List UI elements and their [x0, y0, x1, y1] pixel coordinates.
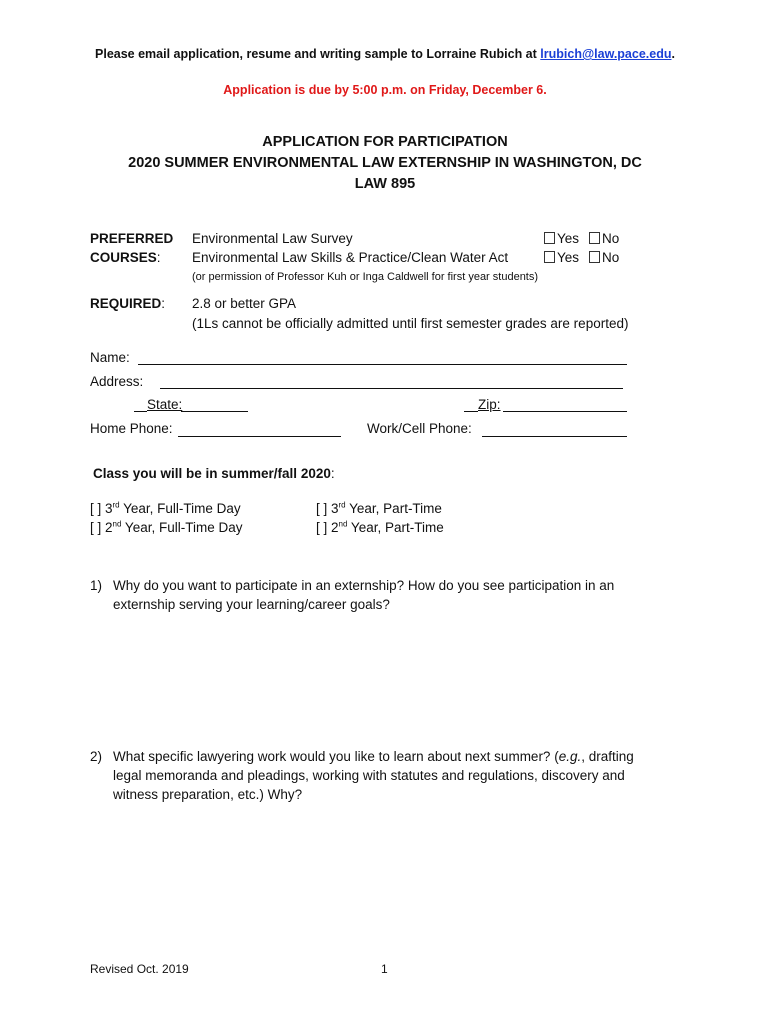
yes-label: Yes: [557, 250, 580, 265]
class-option-prefix: [ ] 2: [90, 520, 113, 535]
required-label-text: REQUIRED: [90, 296, 162, 311]
course-no-option[interactable]: [589, 250, 619, 265]
class-option-prefix: [ ] 2: [316, 520, 339, 535]
form-title: APPLICATION FOR PARTICIPATION: [262, 134, 508, 150]
checkbox-icon[interactable]: [589, 251, 600, 263]
due-date-notice: Application is due by 5:00 p.m. on Friday, December 6.: [223, 83, 547, 97]
courses-label-text: COURSES: [90, 250, 157, 265]
class-option-text: Year, Full-Time Day: [119, 501, 241, 516]
class-option-prefix: [ ] 3: [90, 501, 113, 516]
answer-area-1[interactable]: [90, 620, 650, 740]
email-link[interactable]: lrubich@law.pace.edu: [540, 47, 672, 61]
city-field[interactable]: [134, 411, 147, 412]
revision-date: Revised Oct. 2019: [90, 962, 189, 976]
class-section-title: [93, 466, 335, 481]
form-subtitle: 2020 SUMMER ENVIRONMENTAL LAW EXTERNSHIP IN WASHINGTON, DC: [128, 155, 642, 171]
class-option[interactable]: [316, 520, 444, 535]
preferred-label: PREFERRED: [90, 231, 174, 246]
question-1: [90, 576, 660, 616]
class-option[interactable]: [90, 520, 242, 535]
course-number: LAW 895: [354, 176, 416, 192]
email-instruction-text: Please email application, resume and writing sample to Lorraine Rubich at: [95, 47, 541, 61]
course-name: Environmental Law Survey: [192, 231, 353, 246]
class-option-sup: rd: [338, 500, 346, 510]
course-yes-option[interactable]: [544, 231, 579, 246]
zip-field[interactable]: [503, 411, 627, 412]
no-label: No: [602, 231, 620, 246]
work-phone-field[interactable]: [482, 436, 627, 437]
class-option-sup: nd: [338, 519, 348, 529]
class-option[interactable]: [316, 501, 442, 516]
class-option-text: Year, Full-Time Day: [121, 520, 243, 535]
question-2: [90, 747, 660, 807]
checkbox-icon[interactable]: [589, 232, 600, 244]
home-phone-field[interactable]: [178, 436, 341, 437]
state-field[interactable]: [181, 411, 248, 412]
question-number: 2): [90, 749, 103, 764]
zip-leader-line: [464, 411, 478, 412]
question-text-emphasis: e.g.: [558, 749, 582, 764]
course-no-option[interactable]: [589, 231, 619, 246]
class-section-title-text: Class you will be in summer/fall 2020: [93, 466, 331, 481]
answer-area-2[interactable]: [90, 812, 650, 952]
class-option-sup: nd: [112, 519, 122, 529]
required-label: [90, 296, 165, 311]
class-option-text: Year, Part-Time: [347, 520, 444, 535]
question-text-part: , drafting legal memoranda and pleadings, working with statutes and regulations, discovery and witness preparation, etc.) Why?: [113, 749, 634, 802]
class-option[interactable]: [90, 501, 241, 516]
zip-label: Zip:: [478, 397, 501, 412]
work-phone-label: Work/Cell Phone:: [367, 421, 472, 436]
question-text: [113, 747, 658, 804]
email-suffix: .: [671, 47, 675, 61]
home-phone-label: Home Phone:: [90, 421, 173, 436]
required-colon: :: [161, 296, 166, 311]
question-number: 1): [90, 578, 103, 593]
question-text: Why do you want to participate in an externship? How do you see participation in an externship serving your learning/career goals?: [113, 578, 615, 612]
courses-colon: :: [156, 250, 161, 265]
email-instruction: [0, 47, 770, 61]
class-option-prefix: [ ] 3: [316, 501, 339, 516]
class-option-text: Year, Part-Time: [345, 501, 442, 516]
gpa-requirement: 2.8 or better GPA: [192, 296, 297, 311]
checkbox-icon[interactable]: [544, 232, 555, 244]
course-name: Environmental Law Skills & Practice/Clean Water Act: [192, 250, 509, 265]
courses-note: (or permission of Professor Kuh or Inga Caldwell for first year students): [192, 271, 539, 283]
name-field[interactable]: [138, 364, 627, 365]
class-section-colon: :: [330, 466, 335, 481]
name-label: Name:: [90, 350, 130, 365]
courses-label: [90, 250, 161, 265]
question-text-part: What specific lawyering work would you like to learn about next summer? (: [113, 749, 559, 764]
course-yes-option[interactable]: [544, 250, 579, 265]
address-label: Address:: [90, 374, 144, 389]
class-option-sup: rd: [112, 500, 120, 510]
address-field[interactable]: [160, 388, 623, 389]
checkbox-icon[interactable]: [544, 251, 555, 263]
page-number: 1: [381, 962, 388, 976]
no-label: No: [602, 250, 620, 265]
1l-note: (1Ls cannot be officially admitted until first semester grades are reported): [192, 316, 629, 331]
yes-label: Yes: [557, 231, 580, 246]
state-label: State:: [147, 397, 183, 412]
